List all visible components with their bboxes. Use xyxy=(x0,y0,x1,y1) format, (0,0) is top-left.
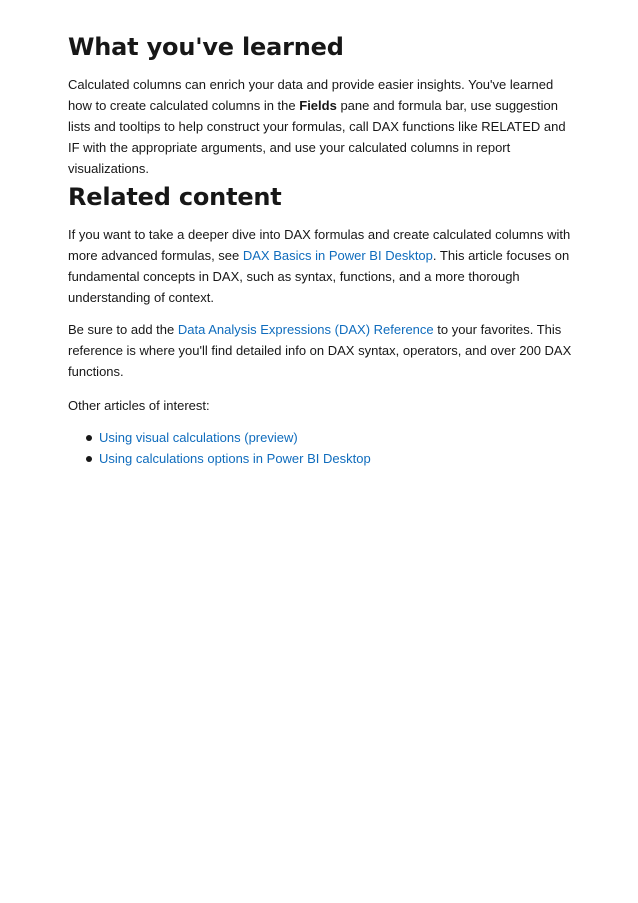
reference-text-2: to your favorites. This reference is where you'll find detailed info on DAX syntax, operators, and over 200 DAX functions. xyxy=(68,322,572,379)
deeper-text-2: . This article focuses on fundamental concepts in DAX, such as syntax, functions, and a more thorough understanding of context. xyxy=(68,248,570,305)
paragraph-dax-reference xyxy=(68,319,578,382)
learned-text-2: pane and formula bar, use suggestion lists and tooltips to help construct your formulas, call DAX functions like RELATED and IF with the appropriate arguments, and use your calculated columns in report visualizations. xyxy=(68,98,566,176)
link-calculations-options[interactable]: Using calculations options in Power BI Desktop xyxy=(99,451,371,466)
paragraph-learned-summary xyxy=(68,74,578,179)
related-links-list xyxy=(68,427,371,469)
list-item xyxy=(99,448,371,469)
link-dax-basics[interactable]: DAX Basics in Power BI Desktop xyxy=(242,248,433,263)
link-visual-calculations[interactable]: Using visual calculations (preview) xyxy=(99,430,298,445)
list-item xyxy=(99,427,371,448)
paragraph-deeper-dive xyxy=(68,224,578,308)
fields-bold-text: Fields xyxy=(299,98,337,113)
link-dax-reference[interactable]: Data Analysis Expressions (DAX) Reference xyxy=(177,322,434,337)
heading-what-youve-learned: What you've learned xyxy=(68,33,344,61)
reference-text-1: Be sure to add the xyxy=(68,322,178,337)
other-articles-label: Other articles of interest: xyxy=(68,398,210,413)
learned-text-1: Calculated columns can enrich your data and provide easier insights. You've learned how to create calculated columns in the xyxy=(68,77,554,113)
deeper-text-1: If you want to take a deeper dive into DAX formulas and create calculated columns with more advanced formulas, see xyxy=(68,227,571,263)
heading-related-content: Related content xyxy=(68,183,282,211)
